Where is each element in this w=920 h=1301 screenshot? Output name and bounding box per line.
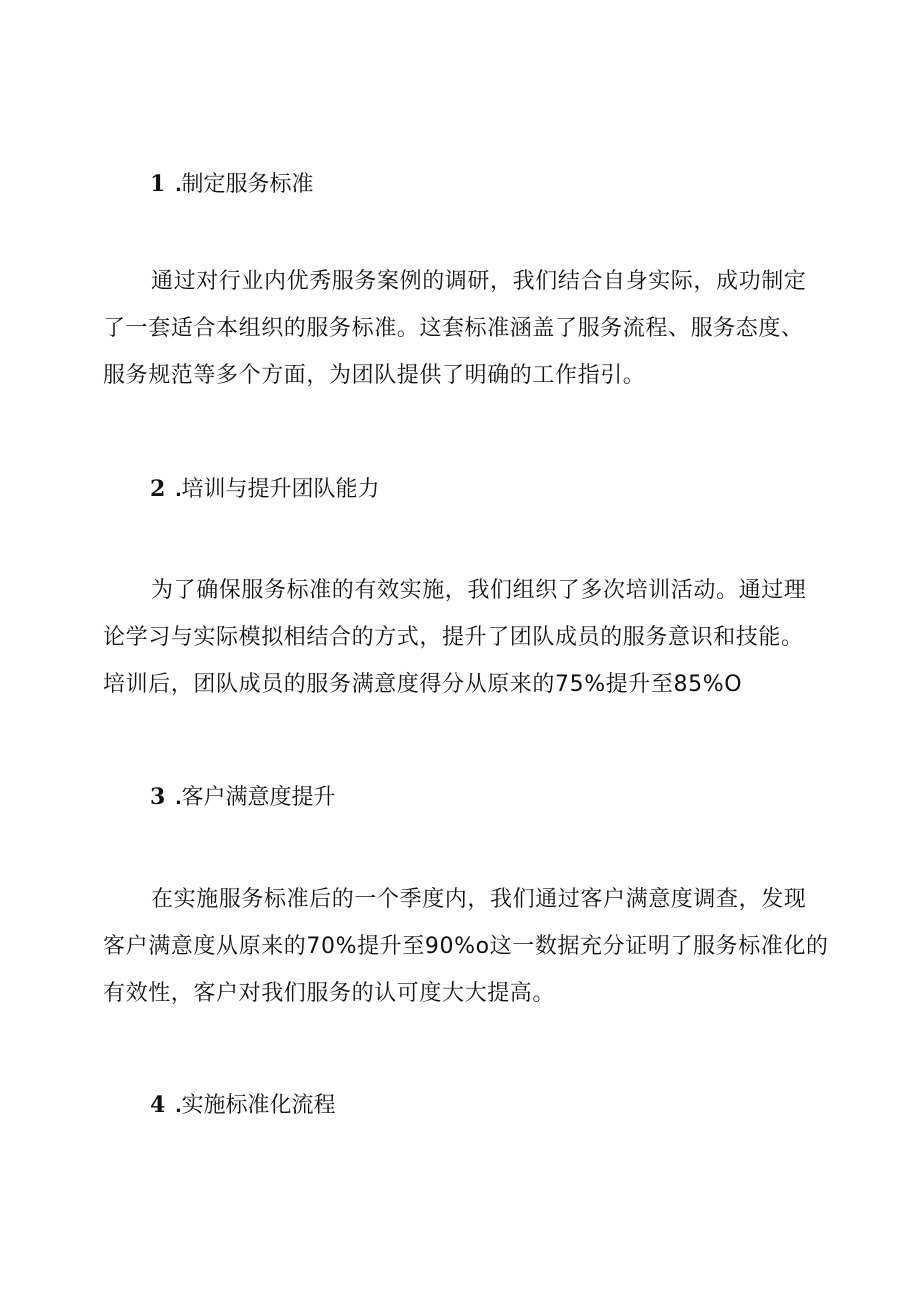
paragraph-line: 客户满意度从原来的70%提升至90%o这一数据充分证明了服务标准化的 [103, 934, 829, 959]
paragraph-line: 培训后，团队成员的服务满意度得分从原来的75%提升至85%O [103, 672, 743, 697]
section-dot: . [175, 1092, 182, 1117]
paragraph-line: 为了确保服务标准的有效实施，我们组织了多次培训活动。通过理 [151, 578, 807, 603]
paragraph-line: 通过对行业内优秀服务案例的调研，我们结合自身实际，成功制定 [151, 269, 807, 294]
paragraph-line: 在实施服务标准后的一个季度内，我们通过客户满意度调查，发现 [151, 887, 807, 912]
section-2-paragraph [103, 567, 833, 708]
section-title: 制定服务标准 [181, 172, 314, 197]
section-1-heading [150, 169, 313, 200]
section-2-heading [150, 474, 379, 505]
section-number: 3 [150, 784, 166, 810]
paragraph-line: 论学习与实际模拟相结合的方式，提升了团队成员的服务意识和技能。 [103, 625, 804, 650]
section-title: 培训与提升团队能力 [181, 477, 380, 502]
section-4-heading [150, 1090, 335, 1121]
section-number: 1 [150, 171, 166, 197]
section-dot: . [175, 784, 182, 809]
section-dot: . [175, 476, 182, 501]
paragraph-line: 服务规范等多个方面，为团队提供了明确的工作指引。 [103, 363, 646, 388]
section-number: 4 [150, 1092, 166, 1118]
section-number: 2 [150, 476, 166, 502]
section-dot: . [175, 171, 182, 196]
section-3-heading [150, 782, 335, 813]
section-title: 实施标准化流程 [181, 1093, 336, 1118]
paragraph-line: 有效性，客户对我们服务的认可度大大提高。 [103, 981, 556, 1006]
section-3-paragraph [103, 876, 833, 1017]
section-title: 客户满意度提升 [181, 785, 336, 810]
paragraph-line: 了一套适合本组织的服务标准。这套标准涵盖了服务流程、服务态度、 [103, 316, 804, 341]
section-1-paragraph [103, 258, 833, 399]
